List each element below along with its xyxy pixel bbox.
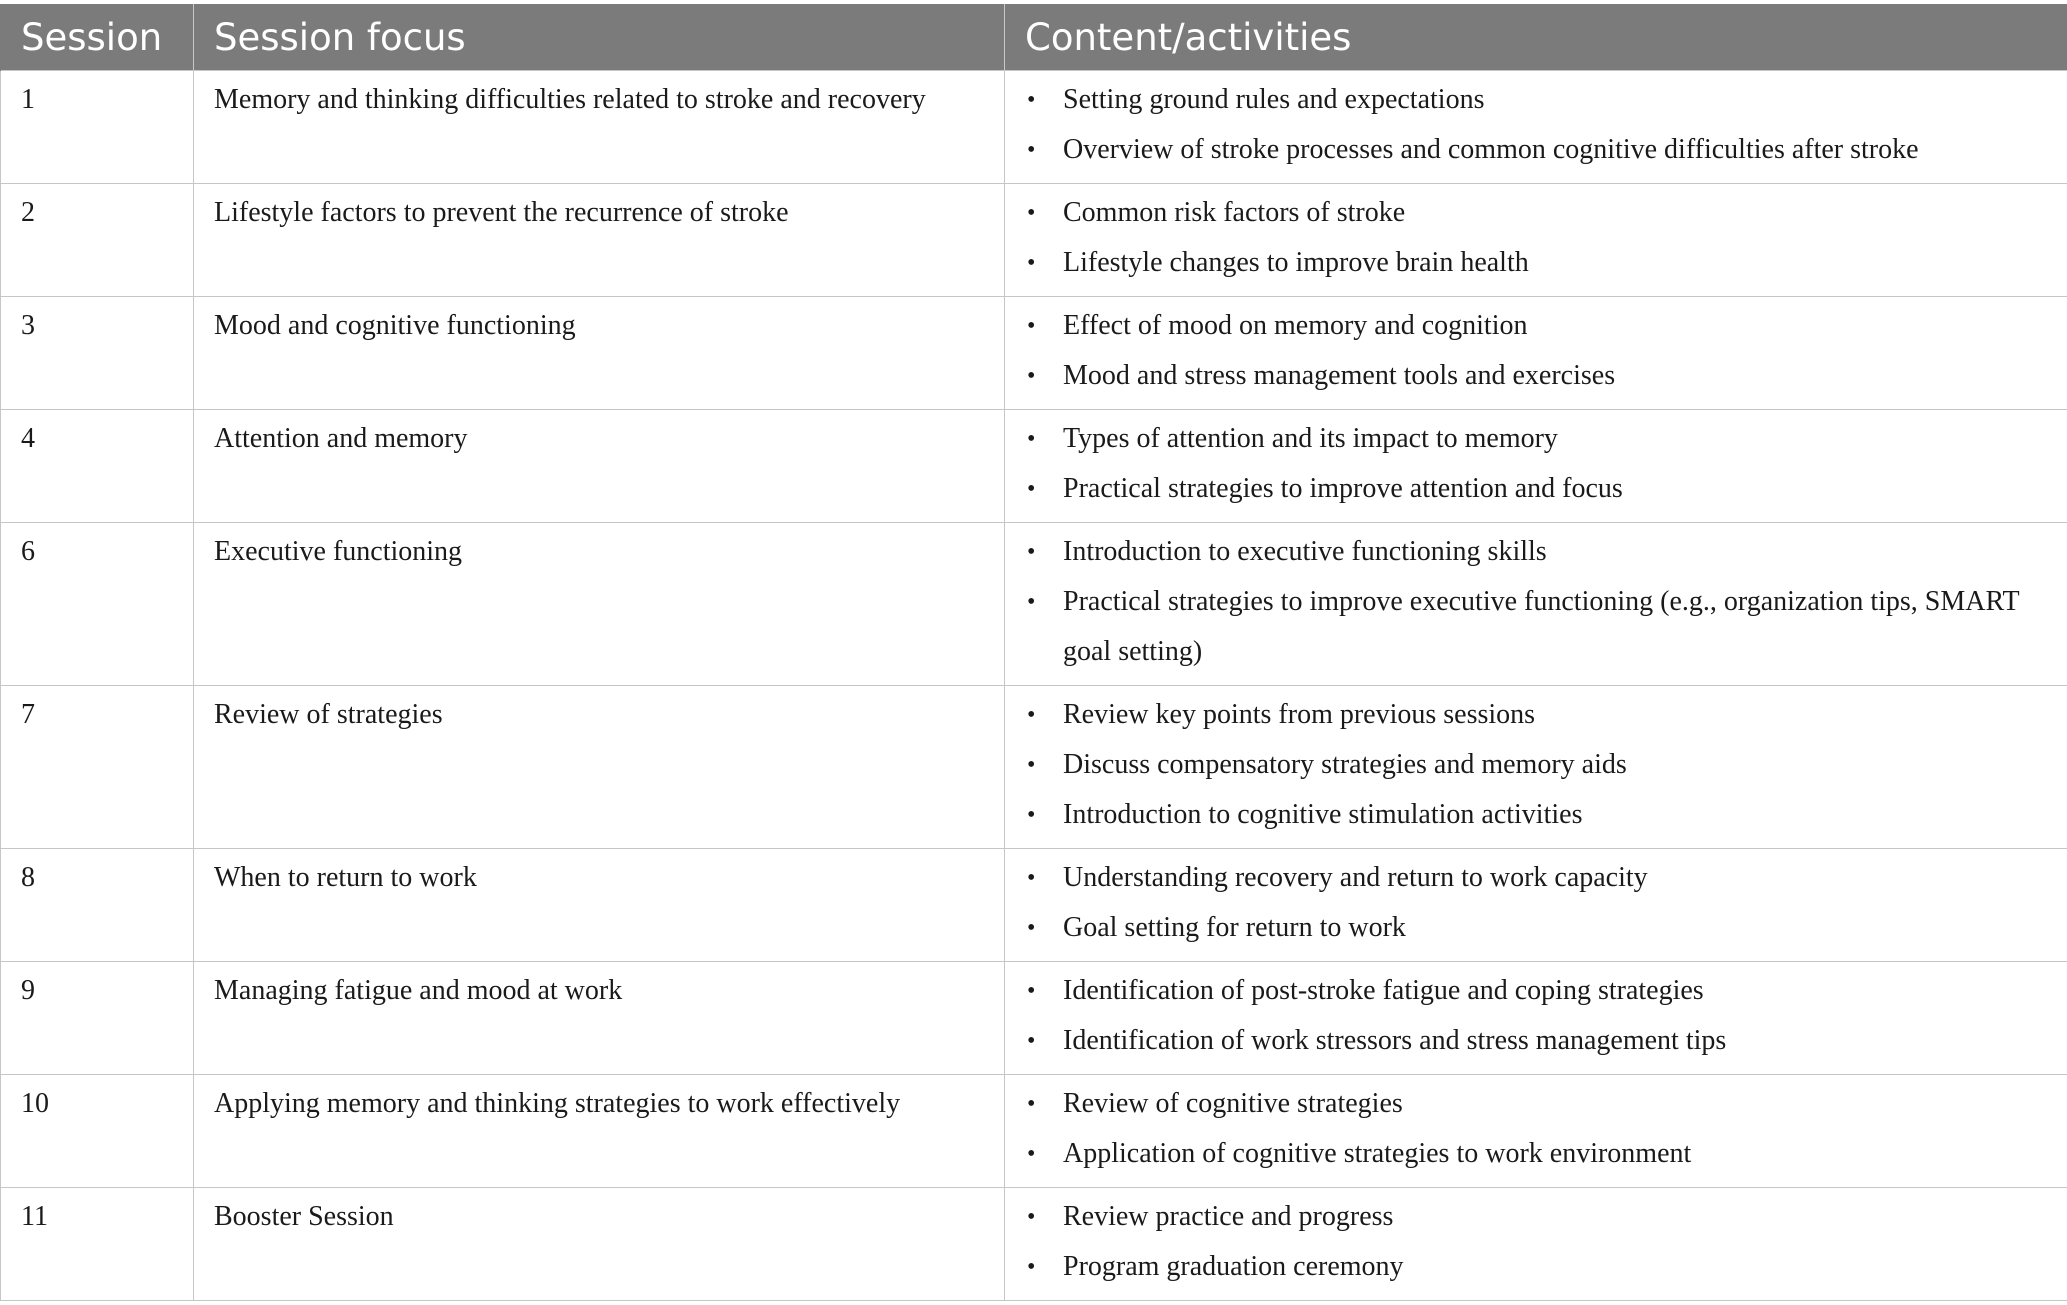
session-number-cell [1,184,194,297]
activity-item: • Understanding recovery and return to work capacity [1025,853,2067,903]
activity-item: • Mood and stress management tools and exercises [1025,351,2067,401]
activity-item: • Discuss compensatory strategies and memory aids [1025,740,2067,790]
session-focus: Memory and thinking difficulties related to stroke and recovery [214,84,926,115]
session-focus-cell [194,1188,1005,1301]
activities-wrapper [1025,184,2067,296]
session-number: 8 [21,862,35,893]
session-number: 4 [21,423,35,454]
session-focus: Managing fatigue and mood at work [214,975,623,1006]
activities-list [1025,853,2067,953]
activity-item: • Practical strategies to improve executive functioning (e.g., organization tips, SMART goal setting) [1025,577,2067,677]
session-focus-cell [194,962,1005,1075]
session-number: 3 [21,310,35,341]
activities-wrapper [1025,686,2067,848]
session-number-cell [1,410,194,523]
table-row [1,1075,2067,1188]
activities-list [1025,527,2067,677]
activity-item: • Review key points from previous sessions [1025,690,2067,740]
table-row [1,410,2067,523]
activities-cell [1005,297,2067,410]
table-row [1,1188,2067,1301]
activity-item: • Review of cognitive strategies [1025,1079,2067,1129]
session-focus: Lifestyle factors to prevent the recurrence of stroke [214,197,789,228]
activities-cell [1005,184,2067,297]
session-number: 9 [21,975,35,1006]
session-number-cell [1,962,194,1075]
header-session: Session [1,4,194,71]
session-focus: Executive functioning [214,536,463,567]
session-focus-cell [194,849,1005,962]
activities-wrapper [1025,849,2067,961]
session-focus-cell [194,523,1005,686]
session-number-cell [1,297,194,410]
table-row [1,184,2067,297]
activities-wrapper [1025,523,2067,685]
activity-item: • Types of attention and its impact to memory [1025,414,2067,464]
activities-wrapper [1025,962,2067,1074]
table-row [1,849,2067,962]
session-focus-cell [194,410,1005,523]
activity-item: • Practical strategies to improve attention and focus [1025,464,2067,514]
activity-item: • Identification of work stressors and stress management tips [1025,1016,2067,1066]
activity-item: • Lifestyle changes to improve brain health [1025,238,2067,288]
session-number-cell [1,523,194,686]
session-focus: Booster Session [214,1201,394,1232]
header-session-focus: Session focus [194,4,1005,71]
session-focus-cell [194,1075,1005,1188]
table-header [1,4,2067,71]
header-content-activities: Content/activities [1005,4,2067,71]
session-focus: Mood and cognitive functioning [214,310,576,341]
activities-list [1025,966,2067,1066]
activities-wrapper [1025,297,2067,409]
activity-item: • Goal setting for return to work [1025,903,2067,953]
table-row [1,686,2067,849]
activities-wrapper [1025,410,2067,522]
activities-list [1025,188,2067,288]
session-number-cell [1,71,194,184]
activities-cell [1005,1188,2067,1301]
activities-list [1025,75,2067,175]
activities-wrapper [1025,71,2067,183]
activities-cell [1005,686,2067,849]
activities-list [1025,1079,2067,1179]
activity-item: • Common risk factors of stroke [1025,188,2067,238]
table-row [1,297,2067,410]
table-row [1,962,2067,1075]
session-focus: Attention and memory [214,423,468,454]
activity-item: • Effect of mood on memory and cognition [1025,301,2067,351]
session-number-cell [1,1075,194,1188]
activity-item: • Identification of post-stroke fatigue and coping strategies [1025,966,2067,1016]
session-number-cell [1,686,194,849]
session-number: 7 [21,699,35,730]
activity-item: • Application of cognitive strategies to work environment [1025,1129,2067,1179]
activities-cell [1005,410,2067,523]
activity-item: • Overview of stroke processes and common cognitive difficulties after stroke [1025,125,2067,175]
activities-cell [1005,962,2067,1075]
session-focus-cell [194,71,1005,184]
session-focus-cell [194,686,1005,849]
activities-wrapper [1025,1075,2067,1187]
session-number: 11 [21,1201,48,1232]
session-number: 6 [21,536,35,567]
activity-item: • Program graduation ceremony [1025,1242,2067,1292]
activities-cell [1005,523,2067,686]
activity-item: • Review practice and progress [1025,1192,2067,1242]
activities-wrapper [1025,1188,2067,1300]
session-focus: Review of strategies [214,699,443,730]
activities-list [1025,1192,2067,1292]
session-number: 1 [21,84,35,115]
session-number: 2 [21,197,35,228]
activities-cell [1005,849,2067,962]
activity-item: • Introduction to cognitive stimulation activities [1025,790,2067,840]
activity-item: • Introduction to executive functioning skills [1025,527,2067,577]
session-focus: Applying memory and thinking strategies to work effectively [214,1088,901,1119]
session-number-cell [1,849,194,962]
session-table [0,4,2067,1301]
activity-item: • Setting ground rules and expectations [1025,75,2067,125]
header-row [1,4,2067,71]
session-number: 10 [21,1088,49,1119]
activities-list [1025,690,2067,840]
session-table-container [0,4,2067,1301]
table-row [1,523,2067,686]
session-number-cell [1,1188,194,1301]
activities-cell [1005,1075,2067,1188]
activities-list [1025,301,2067,401]
activities-cell [1005,71,2067,184]
session-focus-cell [194,184,1005,297]
activities-list [1025,414,2067,514]
table-body [1,71,2067,1301]
table-row [1,71,2067,184]
session-focus-cell [194,297,1005,410]
session-focus: When to return to work [214,862,477,893]
